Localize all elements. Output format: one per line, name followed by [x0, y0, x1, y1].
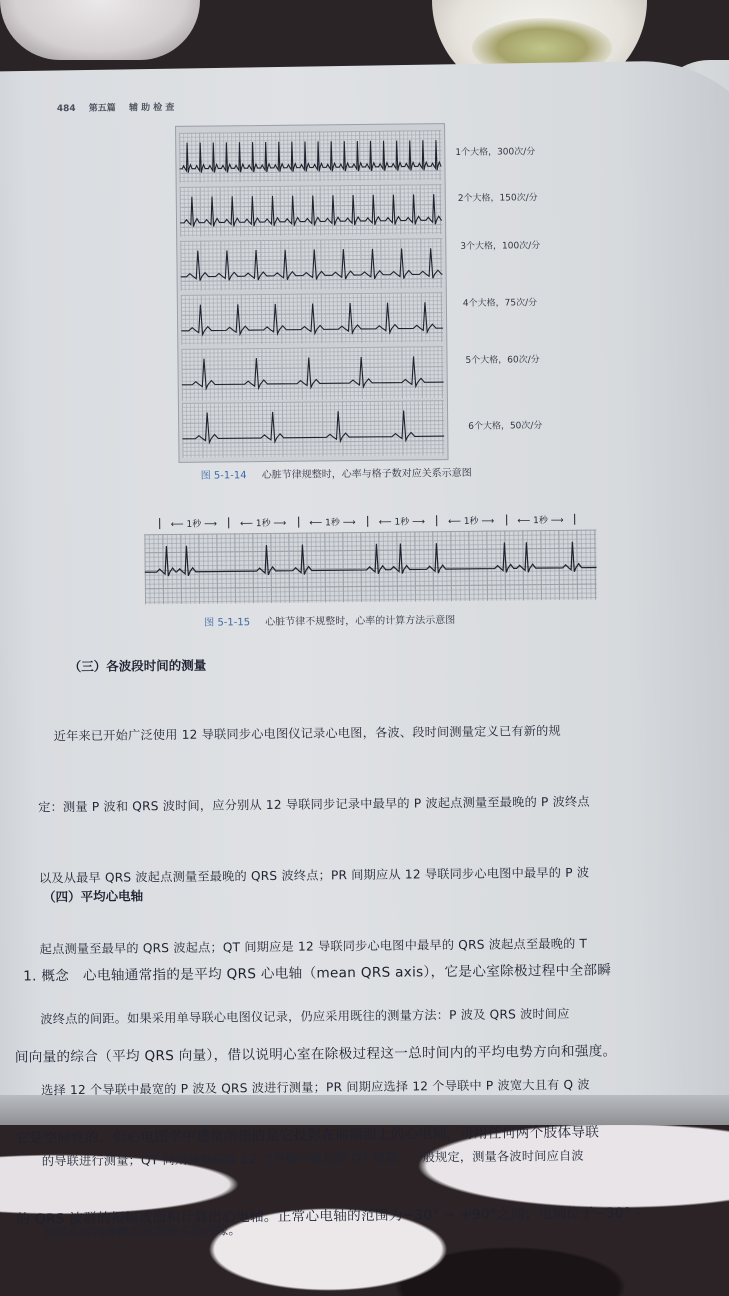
text-line: 1. 概念 心电轴通常指的是平均 QRS 心电轴（mean QRS axis），它是心室除极过程中全部瞬 — [13, 962, 612, 985]
page-number: 484 — [56, 103, 76, 115]
time-scale-tick — [298, 517, 299, 528]
time-scale-tick — [159, 518, 160, 529]
text-line: 它是空间性的，但心电图学中通常所指的是它投影在前额面上的心电轴，可用任何两个肢体导联 — [15, 1124, 600, 1147]
section-4-paragraph — [13, 903, 641, 1288]
ecg-trace — [182, 400, 445, 458]
text-line: 形起点的内缘测至波形终点的内缘。 — [42, 1222, 241, 1240]
time-scale-tick — [574, 514, 575, 525]
time-scale-segment: ⟵ 1秒 ⟶ — [378, 516, 426, 528]
text-line: 的导联进行测量；QT 间期测量应取 12 个导联中最长的 QT 间期。一般规定，测量各波时间应自波 — [41, 1148, 584, 1169]
text-line: 波终点的间距。如果采用单导联心电图仪记录，仍应采用既往的测量方法：P 波及 QRS 波时间应 — [40, 1007, 570, 1027]
ecg-irregular-trace — [144, 530, 597, 605]
figure-caption-2 — [204, 611, 455, 629]
time-scale-segment: ⟵ 1秒 ⟶ — [309, 517, 356, 529]
ecg-regular-figure — [175, 123, 449, 463]
ecg-waveform — [144, 542, 596, 577]
time-scale-segment: ⟵ 1秒 ⟶ — [517, 515, 564, 526]
time-scale-tick — [367, 516, 368, 527]
time-scale-tick — [436, 515, 437, 526]
strip-label: 5个大格，60次/分 — [465, 355, 540, 366]
strip-label: 1个大格，300次/分 — [455, 147, 536, 158]
text-line: 的 QRS 波群的振幅或面积计算出心电轴。正常心电轴的范围为−30° ~ +90°之间；电轴位于−30° - — [16, 1205, 641, 1228]
text-line: 定：测量 P 波和 QRS 波时间，应分别从 12 导联同步记录中最早的 P 波起点测量至最晚的 P 波终点 — [38, 794, 590, 815]
figure-number: 图 5-1-15 — [204, 617, 251, 629]
ecg-strip — [181, 346, 444, 401]
figure-caption-text: 心脏节律不规整时，心率的计算方法示意图 — [265, 615, 456, 628]
ecg-waveform — [179, 140, 441, 173]
ecg-trace — [180, 238, 443, 296]
strip-label: 4个大格，75次/分 — [462, 298, 538, 309]
ecg-strip — [181, 292, 444, 345]
figure-caption-1 — [201, 464, 472, 482]
ecg-trace — [180, 184, 443, 242]
chapter-title: 辅 助 检 查 — [128, 102, 175, 114]
time-scale-tick — [506, 514, 507, 525]
chapter-label: 第五篇 — [88, 103, 116, 114]
time-scale — [159, 512, 575, 530]
ecg-waveform — [182, 410, 444, 443]
text-line: 近年来已开始广泛使用 12 导联同步心电图仪记录心电图，各波、段时间测量定义已有新的规 — [37, 724, 561, 744]
section-heading-3: （三）各波段时间的测量 — [68, 657, 207, 675]
ecg-waveform — [181, 356, 443, 389]
section-heading-4: （四）平均心电轴 — [43, 888, 144, 905]
ecg-strip — [180, 238, 443, 291]
time-scale-segment: ⟵ 1秒 ⟶ — [170, 518, 218, 530]
ecg-irregular-strip — [144, 530, 597, 605]
ecg-strip — [182, 400, 445, 458]
strip-label: 6个大格，50次/分 — [468, 421, 543, 432]
ecg-strip — [179, 130, 442, 183]
figure-caption-text: 心脏节律规整时，心率与格子数对应关系示意图 — [261, 467, 472, 482]
ecg-trace — [181, 346, 444, 404]
text-line: 起点测量至最早的 QRS 波起点；QT 间期应是 12 导联同步心电图中最早的 QRS 波起点至最晚的 T — [39, 936, 588, 956]
ecg-waveform — [180, 248, 442, 281]
figure-number: 图 5-1-14 — [200, 470, 247, 482]
text-line: 选择 12 个导联中最宽的 P 波及 QRS 波进行测量；PR 间期应选择 12 个导联中 P 波宽大且有 Q 波 — [41, 1077, 590, 1098]
ecg-strip — [180, 184, 443, 237]
ecg-trace — [181, 292, 444, 350]
ecg-waveform — [180, 194, 442, 227]
strip-label: 3个大格，100次/分 — [460, 241, 541, 252]
ecg-trace — [179, 130, 442, 188]
strip-label: 2个大格，150次/分 — [457, 193, 538, 204]
text-line: 间向量的综合（平均 QRS 向量），借以说明心室在除极过程这一总时间内的平均电势方向和强度。 — [14, 1043, 617, 1066]
running-header — [57, 100, 185, 114]
ecg-waveform — [181, 302, 443, 335]
time-scale-tick — [228, 517, 229, 528]
text-line: 以及从最早 QRS 波起点测量至最晚的 QRS 波终点；PR 间期应从 12 导联同步心电图中最早的 P 波 — [38, 865, 590, 886]
time-scale-segment: ⟵ 1秒 ⟶ — [447, 516, 495, 527]
time-scale-segment: ⟵ 1秒 ⟶ — [240, 518, 287, 529]
